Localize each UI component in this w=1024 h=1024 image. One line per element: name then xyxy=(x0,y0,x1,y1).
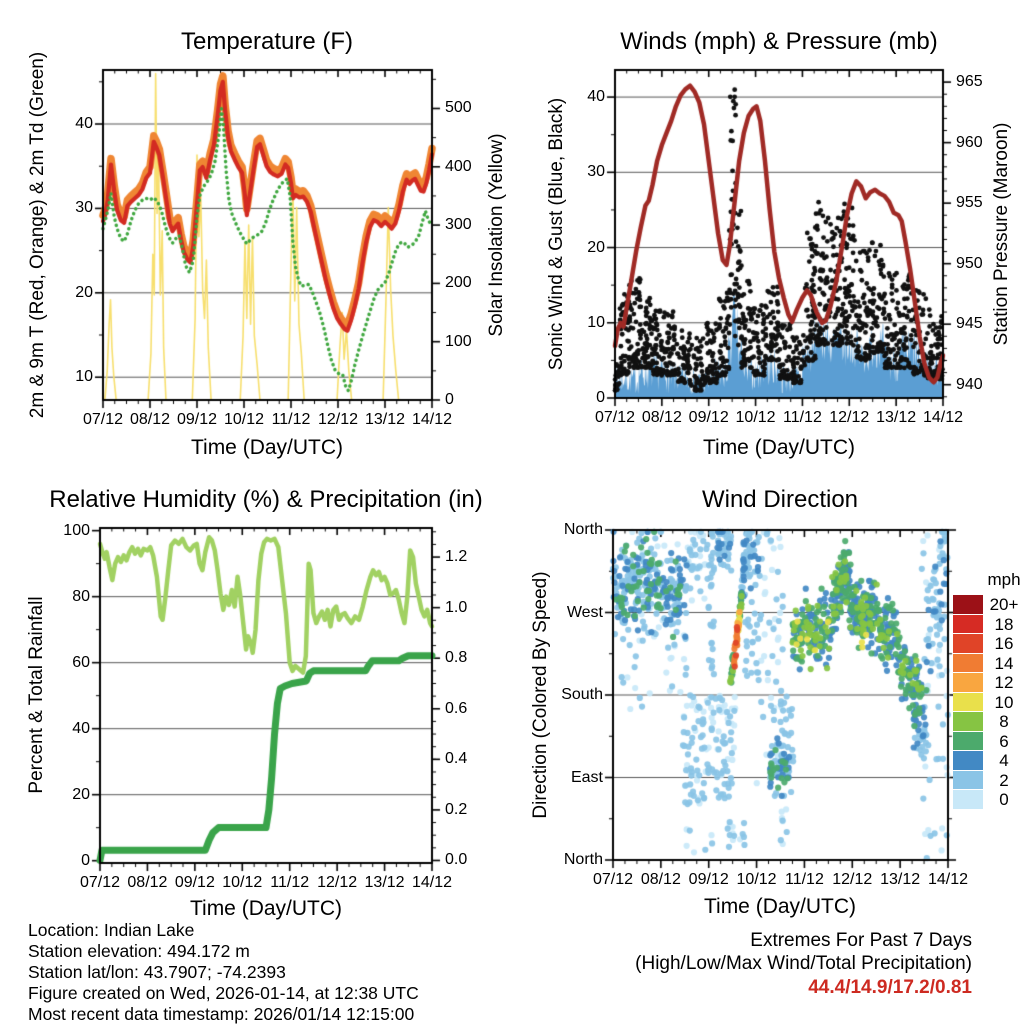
colorbar-cell xyxy=(953,673,983,693)
colorbar-cell xyxy=(953,790,983,810)
y-left-tick-label: 20 xyxy=(72,785,90,803)
x-tick-label: 14/12 xyxy=(922,409,964,426)
y-right-tick-label: 0 xyxy=(445,391,454,408)
y-left-tick-label: South xyxy=(561,686,603,703)
y-right-tick-label: 300 xyxy=(445,216,472,234)
panel-wind-direction-title: Wind Direction xyxy=(701,486,859,513)
y-right-tick-label: 100 xyxy=(445,332,472,350)
x-tick-label: 14/12 xyxy=(411,874,453,891)
colorbar-cell xyxy=(953,732,983,752)
y-axis-title-solar-right: Solar Insolation (Yellow) xyxy=(486,133,507,337)
y-left-tick-label: 20 xyxy=(587,238,605,256)
y-left-tick-label: West xyxy=(566,603,603,621)
colorbar-units-label: mph xyxy=(987,570,1021,589)
y-right-tick-label: 0.0 xyxy=(445,851,468,869)
y-right-tick-label: 965 xyxy=(956,73,983,91)
y-right-tick-label: 960 xyxy=(956,133,983,151)
x-tick-label: 07/12 xyxy=(82,411,124,428)
y-left-tick-label: 60 xyxy=(72,653,90,671)
x-axis-title-winds: Time (Day/UTC) xyxy=(702,436,856,459)
x-axis-title-temp: Time (Day/UTC) xyxy=(190,436,344,459)
y-left-tick-label: 10 xyxy=(75,368,93,386)
x-tick-label: 09/12 xyxy=(688,871,729,888)
x-tick-label: 13/12 xyxy=(876,409,917,426)
x-tick-label: 09/12 xyxy=(174,874,215,891)
x-tick-label: 14/12 xyxy=(927,871,969,888)
colorbar-cell xyxy=(953,712,983,732)
x-tick-label: 13/12 xyxy=(364,874,405,891)
panel-humidity-precip-title: Relative Humidity (%) & Precipitation (in) xyxy=(49,486,483,513)
colorbar-tick-label: 18 xyxy=(994,614,1014,634)
y-left-tick-label: 40 xyxy=(587,88,605,106)
colorbar-cell xyxy=(953,693,983,713)
station-latlon-line: Station lat/lon: 43.7907; -74.2393 xyxy=(28,962,286,982)
y-left-tick-label: 40 xyxy=(72,719,90,737)
y-left-tick-label: 30 xyxy=(75,199,93,217)
y-right-tick-label: 940 xyxy=(956,375,983,393)
colorbar-cell xyxy=(953,615,983,635)
y-right-tick-label: 945 xyxy=(956,315,983,333)
colorbar-tick-label: 4 xyxy=(999,751,1009,770)
colorbar-tick-label: 0 xyxy=(999,790,1009,809)
y-right-tick-label: 200 xyxy=(445,274,472,292)
x-tick-label: 12/12 xyxy=(317,874,358,891)
y-left-tick-label: 0 xyxy=(596,389,605,406)
y-right-tick-label: 955 xyxy=(956,194,983,212)
colorbar-tick-label: 6 xyxy=(999,731,1009,751)
y-right-tick-label: 0.2 xyxy=(445,800,468,818)
y-axis-title-rh-left: Percent & Total Rainfall xyxy=(26,596,47,794)
y-axis-title-direction-left: Direction (Colored By Speed) xyxy=(530,571,551,819)
y-left-tick-label: 100 xyxy=(63,521,90,539)
colorbar-cell xyxy=(953,654,983,674)
y-left-tick-label: 20 xyxy=(75,283,93,301)
colorbar-cell xyxy=(953,771,983,791)
x-tick-label: 12/12 xyxy=(317,411,359,428)
colorbar-tick-label: 16 xyxy=(994,634,1014,653)
y-left-tick-label: 10 xyxy=(587,313,605,331)
colorbar-tick-label: 10 xyxy=(994,692,1014,712)
colorbar-tick-label: 2 xyxy=(999,770,1009,790)
y-right-tick-label: 950 xyxy=(956,254,983,272)
x-tick-label: 08/12 xyxy=(641,409,682,426)
x-axis-title-winddir: Time (Day/UTC) xyxy=(703,895,857,918)
x-tick-label: 13/12 xyxy=(364,411,406,428)
y-left-tick-label: East xyxy=(570,768,603,786)
y-left-tick-label: North xyxy=(563,521,603,538)
y-right-tick-label: 400 xyxy=(445,157,472,175)
y-right-tick-label: 500 xyxy=(445,99,472,117)
x-tick-label: 09/12 xyxy=(688,409,729,426)
x-tick-label: 07/12 xyxy=(79,874,121,891)
x-tick-label: 10/12 xyxy=(223,411,265,428)
y-axis-title-temp-left: 2m & 9m T (Red, Orange) & 2m Td (Green) xyxy=(27,51,48,419)
x-tick-label: 12/12 xyxy=(832,871,873,888)
extremes-values: 44.4/14.9/17.2/0.81 xyxy=(808,977,972,998)
y-right-tick-label: 0.6 xyxy=(445,699,468,717)
panel-temperature-title: Temperature (F) xyxy=(180,28,354,55)
colorbar-cell xyxy=(953,751,983,771)
y-right-tick-label: 0.8 xyxy=(445,649,468,667)
x-tick-label: 11/12 xyxy=(784,871,824,888)
station-elevation-line: Station elevation: 494.172 m xyxy=(28,941,250,961)
extremes-title: Extremes For Past 7 Days xyxy=(750,930,972,951)
x-tick-label: 10/12 xyxy=(735,409,776,426)
y-axis-title-pressure-right: Station Pressure (Maroon) xyxy=(991,122,1012,346)
x-tick-label: 10/12 xyxy=(222,874,263,891)
y-right-tick-label: 0.4 xyxy=(445,750,468,768)
x-tick-label: 11/12 xyxy=(270,874,310,891)
figure-created-line: Figure created on Wed, 2026-01-14, at 12:38 UTC xyxy=(28,983,419,1003)
colorbar-tick-label: 20+ xyxy=(989,595,1019,614)
y-left-tick-label: 40 xyxy=(75,115,93,132)
extremes-subtitle: (High/Low/Max Wind/Total Precipitation) xyxy=(635,953,972,974)
y-left-tick-label: 80 xyxy=(72,587,90,605)
x-tick-label: 11/12 xyxy=(782,409,822,426)
colorbar-tick-label: 14 xyxy=(994,653,1014,673)
station-location-line: Location: Indian Lake xyxy=(28,920,195,940)
colorbar-cell xyxy=(953,595,983,615)
x-tick-label: 11/12 xyxy=(271,411,311,428)
colorbar-cell xyxy=(953,634,983,654)
y-axis-title-wind-left: Sonic Wind & Gust (Blue, Black) xyxy=(546,97,567,371)
y-left-tick-label: North xyxy=(563,851,603,868)
x-axis-title-rh: Time (Day/UTC) xyxy=(189,897,343,920)
y-right-tick-label: 1.2 xyxy=(445,548,468,566)
colorbar-tick-label: 8 xyxy=(999,712,1009,731)
y-right-tick-label: 1.0 xyxy=(445,598,468,616)
x-tick-label: 08/12 xyxy=(127,874,168,891)
x-tick-label: 12/12 xyxy=(829,409,870,426)
x-tick-label: 07/12 xyxy=(594,409,636,426)
x-tick-label: 08/12 xyxy=(129,411,171,428)
y-left-tick-label: 0 xyxy=(81,851,90,869)
panel-winds-pressure-title: Winds (mph) & Pressure (mb) xyxy=(620,28,938,55)
x-tick-label: 08/12 xyxy=(640,871,681,888)
x-tick-label: 07/12 xyxy=(592,871,634,888)
colorbar-tick-label: 12 xyxy=(994,673,1014,692)
x-tick-label: 10/12 xyxy=(736,871,777,888)
x-tick-label: 13/12 xyxy=(880,871,921,888)
y-left-tick-label: 30 xyxy=(587,163,605,181)
data-timestamp-line: Most recent data timestamp: 2026/01/14 12:15:00 xyxy=(28,1004,415,1024)
x-tick-label: 14/12 xyxy=(411,411,453,428)
x-tick-label: 09/12 xyxy=(176,411,218,428)
